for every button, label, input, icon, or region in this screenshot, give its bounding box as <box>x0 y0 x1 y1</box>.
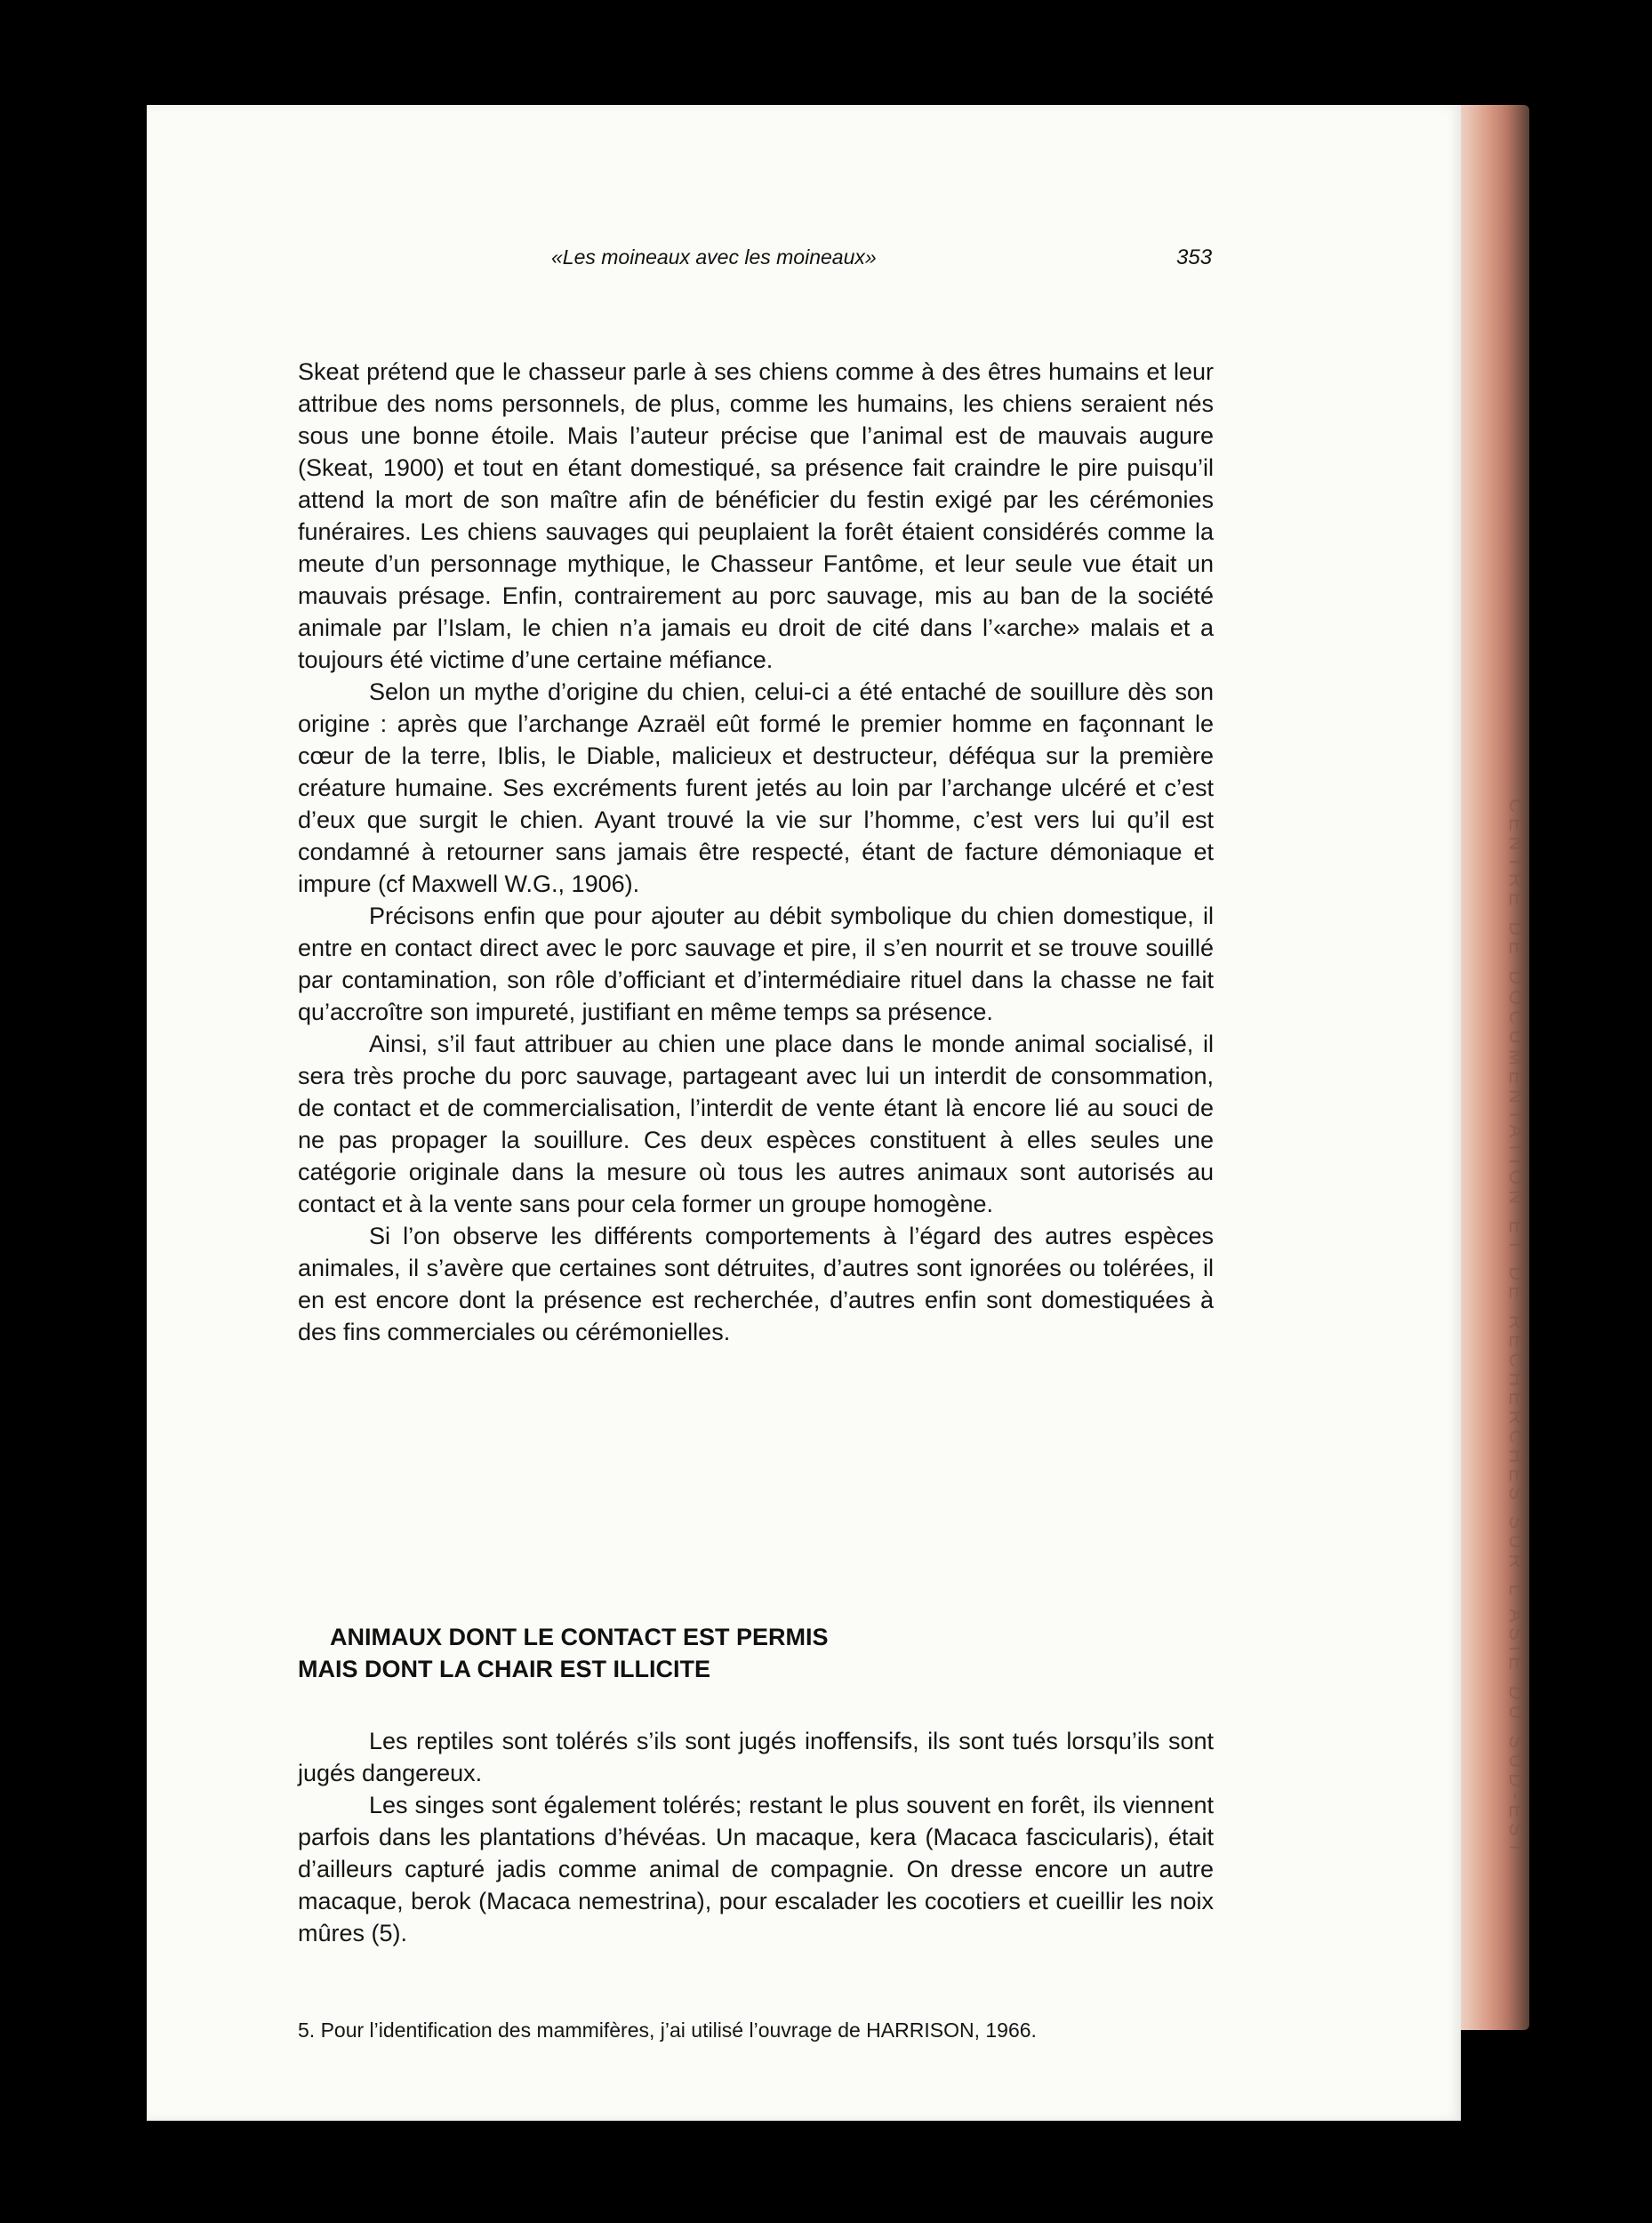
running-title: «Les moineaux avec les moineaux» <box>551 245 877 269</box>
paragraph-1: Skeat prétend que le chasseur parle à ses chiens comme à des êtres humains et leur attribue des noms personnels, de plus, comme les humains, les chiens seraient nés sous une bonne étoile. Mais l’auteur précise que l’animal est de mauvais augure (Skeat, 1900) et tout en étant domestiqué, sa présence fait craindre le pire puisqu’il attend la mort de son maître afin de bénéficier du festin exigé par les cérémonies funéraires. Les chiens sauvages qui peuplaient la forêt étaient considérés comme la meute d’un personnage mythique, le Chasseur Fantôme, et leur seule vue était un mauvais présage. Enfin, contrairement au porc sauvage, mis au ban de la société animale par l’Islam, le chien n’a jamais eu droit de cité dans l’«arche» malais et a toujours été victime d’une certaine méfiance. <box>298 358 1214 673</box>
section-text <box>298 1725 1214 1949</box>
section-paragraph-2: Les singes sont également tolérés; restant le plus souvent en forêt, ils viennent parfois dans les plantations d’hévéas. Un macaque, kera (Macaca fascicularis), était d’ailleurs capturé jadis comme animal de compagnie. On dresse encore un autre macaque, berok (Macaca nemestrina), pour escalader les cocotiers et cueillir les noix mûres (5). <box>298 1792 1214 1946</box>
section-heading <box>298 1621 1214 1685</box>
paragraph-3: Précisons enfin que pour ajouter au débit symbolique du chien domestique, il entre en contact direct avec le porc sauvage et pire, il s’en nourrit et se trouve souillé par contamination, son rôle d’officiant et d’intermédiaire rituel dans la chasse ne fait qu’accroître son impureté, justifiant en même temps sa présence. <box>298 903 1214 1025</box>
paragraph-5: Si l’on observe les différents comportements à l’égard des autres espèces animales, il s’avère que certaines sont détruites, d’autres sont ignorées ou tolérées, il en est encore dont la présence est recherchée, d’autres enfin sont domestiquées à des fins commerciales ou cérémonielles. <box>298 1223 1214 1345</box>
page-number: 353 <box>1176 245 1213 269</box>
paragraph-2: Selon un mythe d’origine du chien, celui-ci a été entaché de souillure dès son origine : après que l’archange Azraël eût formé le premier homme en façonnant le cœur de la terre, Iblis, le Diable, malicieux et destructeur, déféqua sur la première créature humaine. Ses excréments furent jetés au loin par l’archange ulcéré et c’est d’eux que surgit le chien. Ayant trouvé la vie sur l’homme, c’est vers lui qu’il est condamné à retourner sans jamais être respecté, étant de facture démoniaque et impure (cf Maxwell W.G., 1906). <box>298 678 1214 897</box>
section-heading-line-2: MAIS DONT LA CHAIR EST ILLICITE <box>298 1656 710 1682</box>
paragraph-4: Ainsi, s’il faut attribuer au chien une place dans le monde animal socialisé, il sera très proche du porc sauvage, partageant avec lui un interdit de consommation, de contact et de commercialisation, l’interdit de vente étant là encore lié au souci de ne pas propager la souillure. Ces deux espèces constituent à elles seules une catégorie originale dans la mesure où tous les autres animaux sont autorisés au contact et à la vente sans pour cela former un groupe homogène. <box>298 1031 1214 1217</box>
footnote: 5. Pour l’identification des mammifères, j’ai utilisé l’ouvrage de HARRISON, 1966. <box>298 2018 1037 2042</box>
section-paragraph-1: Les reptiles sont tolérés s’ils sont jugés inoffensifs, ils sont tués lorsqu’ils sont jugés dangereux. <box>298 1728 1214 1786</box>
book-page <box>147 105 1461 2121</box>
section-heading-line-1: ANIMAUX DONT LE CONTACT EST PERMIS <box>330 1624 829 1650</box>
body-text <box>298 356 1214 1348</box>
page-edge-stamp: CENTRE DE DOCUMENTATION ET DE RECHERCHES SUR L’ASIE DU SUD-EST <box>1505 799 1528 1859</box>
